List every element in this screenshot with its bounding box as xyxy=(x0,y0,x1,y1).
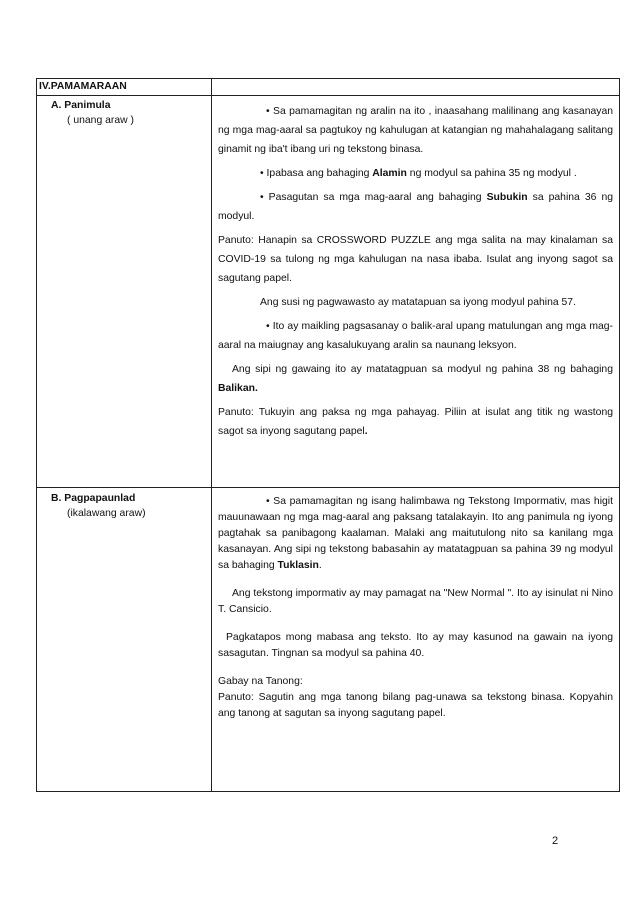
section-a-content xyxy=(212,96,620,488)
section-a-paragraph-5: Ang susi ng pagwawasto ay matatapuan sa iyong modyul pahina 57. xyxy=(260,297,576,308)
header-blank-cell xyxy=(212,79,620,96)
section-b-title: B. Pagpapaunlad xyxy=(51,493,136,504)
guide-question-instruction: Panuto: Sagutin ang mga tanong bilang pag-unawa sa tekstong binasa. Kopyahin ang tanong at sagutan sa inyong sagutang papel. xyxy=(218,692,613,719)
section-a-paragraph-6: • Ito ay maikling pagsasanay o balik-aral upang matulungan ang mga mag-aaral na maiugnay ang kasalukuyang aralin sa naunang leksyon. xyxy=(218,321,613,351)
section-b-paragraph-3: Pagkatapos mong mabasa ang teksto. Ito ay may kasunod na gawain na iyong sasagutan. Tingnan sa modyul sa pahina 40. xyxy=(218,632,613,659)
section-header: IV.PAMAMARAAN xyxy=(37,79,212,96)
section-b-label-cell xyxy=(37,488,212,792)
guide-question-label: Gabay na Tanong: xyxy=(218,676,303,687)
section-a-paragraph-2: • Ipabasa ang bahaging Alamin ng modyul sa pahina 35 ng modyul . xyxy=(260,168,577,179)
section-a-subtitle: ( unang araw ) xyxy=(67,115,134,126)
subukin-bold: Subukin xyxy=(486,192,528,203)
section-a-paragraph-3: • Pasagutan sa mga mag-aaral ang bahaging Subukin sa pahina 36 ng modyul. xyxy=(218,192,614,222)
section-a-paragraph-7: Ang sipi ng gawaing ito ay matatagpuan sa modyul ng pahina 38 ng bahaging Balikan. xyxy=(218,364,613,394)
section-a-paragraph-8: Panuto: Tukuyin ang paksa ng mga pahayag. Piliin at isulat ang titik ng wastong sagot sa inyong sagutang papel. xyxy=(218,407,613,437)
section-b-subtitle: (ikalawang araw) xyxy=(67,508,146,519)
section-b-content xyxy=(212,488,620,792)
alamin-bold: Alamin xyxy=(372,168,407,179)
section-a-paragraph-4: Panuto: Hanapin sa CROSSWORD PUZZLE ang mga salita na may kinalaman sa COVID-19 sa tulong ng mga kahulugan na nasa ibaba. Isulat ang inyong sagot sa sagutang papel. xyxy=(218,235,613,284)
section-b-paragraph-1: • Sa pamamagitan ng isang halimbawa ng Tekstong Impormativ, mas higit mauunawaan ng mga mag-aaral ang paksang tatalakayin. Ito ang panimula ng iyong pagtahak sa panibagong kaalaman. Malaki ang maitutulong nito sa kanilang mga kasanayan. Ang sipi ng tekstong babasahin ay matatagpuan sa pahina 39 ng modyul sa bahaging Tuklasin. xyxy=(218,496,613,571)
section-a-label-cell xyxy=(37,96,212,488)
section-a-paragraph-1: • Sa pamamagitan ng aralin na ito , inaasahang malilinang ang kasanayan ng mga mag-aaral sa pagtukoy ng kahulugan at katangian ng mahahalagang salitang ginamit ng iba't ibang uri ng tekstong binasa. xyxy=(218,106,613,155)
section-b-paragraph-4 xyxy=(218,674,613,722)
section-a-title: A. Panimula xyxy=(51,100,111,111)
balikan-bold: Balikan. xyxy=(218,383,258,394)
page-number: 2 xyxy=(552,835,559,847)
section-b-paragraph-2: Ang tekstong impormativ ay may pamagat na "New Normal ". Ito ay isinulat ni Nino T. Cansicio. xyxy=(218,588,613,615)
tuklasin-bold: Tuklasin xyxy=(277,560,319,571)
procedure-table xyxy=(36,78,620,792)
